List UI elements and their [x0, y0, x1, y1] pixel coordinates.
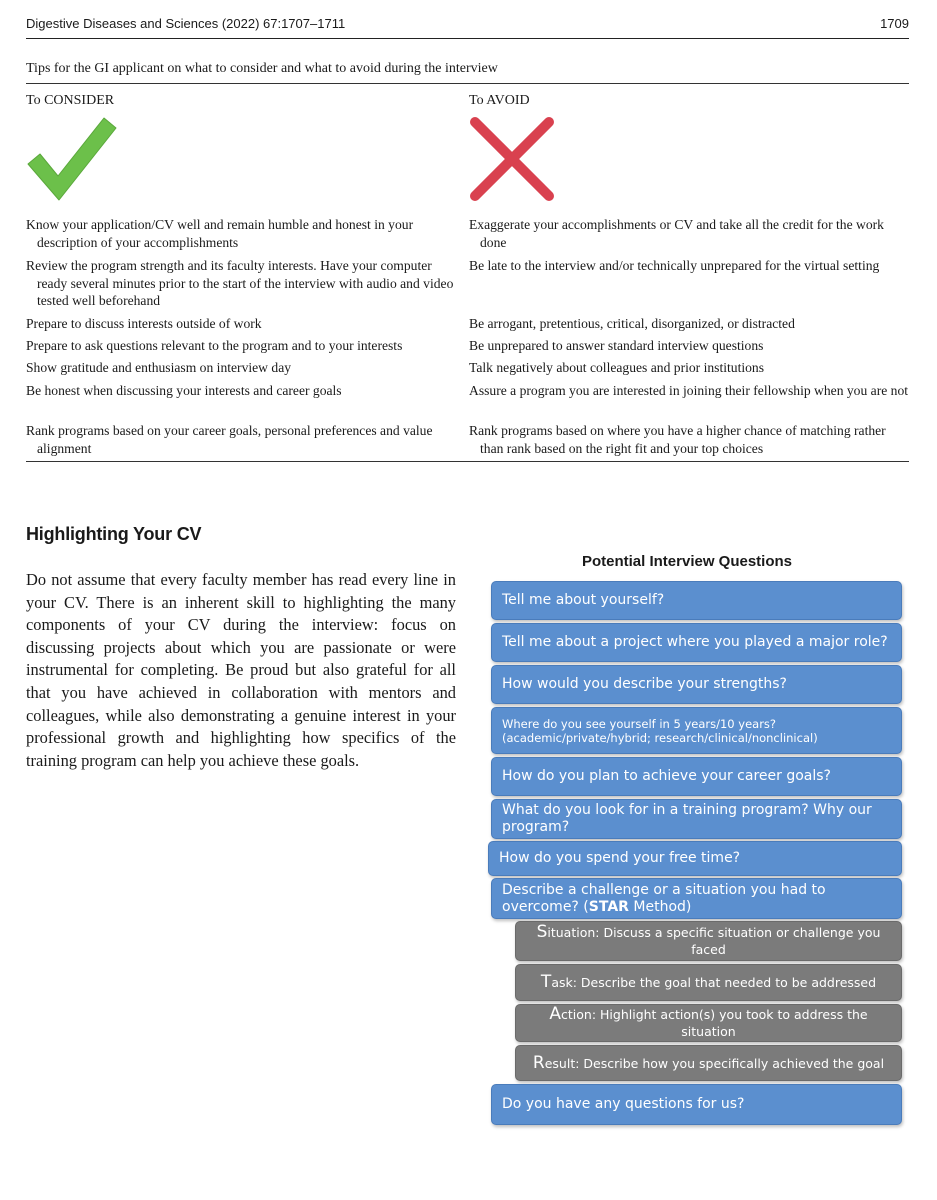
question-box: How would you describe your strengths?	[491, 665, 902, 704]
table-caption: Tips for the GI applicant on what to consider and what to avoid during the interview	[26, 61, 498, 76]
question-box: Do you have any questions for us?	[491, 1084, 902, 1125]
table-row-5-avoid: Talk negatively about colleagues and prior institutions	[469, 360, 765, 375]
table-row-6-consider: Be honest when discussing your interests and career goals	[26, 383, 342, 398]
journal-citation: Digestive Diseases and Sciences (2022) 67:1707–1711	[26, 16, 346, 31]
question-box: Tell me about yourself?	[491, 581, 902, 620]
page-number: 1709	[880, 16, 909, 31]
star-result-box: Result: Describe how you specifically achieved the goal	[515, 1045, 902, 1081]
section-heading: Highlighting Your CV	[26, 524, 202, 544]
question-box: Where do you see yourself in 5 years/10 years? (academic/private/hybrid; research/clinical/nonclinical)	[491, 707, 902, 754]
table-row-1-avoid: Exaggerate your accomplishments or CV and take all the credit for the work done	[469, 217, 884, 250]
table-row-4-consider: Prepare to ask questions relevant to the program and to your interests	[26, 338, 403, 353]
avoid-column-header: To AVOID	[469, 93, 530, 108]
table-top-rule	[26, 83, 909, 84]
header-rule	[26, 38, 909, 39]
star-action-box: Action: Highlight action(s) you took to address the situation	[515, 1004, 902, 1042]
question-box: How do you spend your free time?	[488, 841, 902, 876]
table-row-2-avoid: Be late to the interview and/or technically unprepared for the virtual setting	[469, 258, 880, 273]
green-checkmark-icon	[24, 114, 120, 202]
table-row-1-consider: Know your application/CV well and remain humble and honest in your description of your accomplishments	[26, 217, 414, 250]
star-question-box: Describe a challenge or a situation you had to overcome? (STAR Method)	[491, 878, 902, 919]
star-task-box: Task: Describe the goal that needed to be addressed	[515, 964, 902, 1001]
red-x-icon	[467, 114, 557, 204]
question-box: Tell me about a project where you played a major role?	[491, 623, 902, 662]
question-box: How do you plan to achieve your career goals?	[491, 757, 902, 796]
table-row-5-consider: Show gratitude and enthusiasm on interview day	[26, 360, 292, 375]
figure-title: Potential Interview Questions	[581, 553, 793, 570]
table-row-7-consider: Rank programs based on your career goals, personal preferences and value alignment	[26, 423, 433, 456]
running-header	[26, 16, 909, 40]
consider-column-header: To CONSIDER	[26, 93, 115, 108]
table-row-3-avoid: Be arrogant, pretentious, critical, disorganized, or distracted	[469, 316, 795, 331]
star-situation-box: Situation: Discuss a specific situation or challenge you faced	[515, 921, 902, 961]
table-row-7-avoid: Rank programs based on where you have a higher chance of matching rather than rank based on the right fit and your top choices	[469, 423, 886, 456]
table-row-3-consider: Prepare to discuss interests outside of work	[26, 316, 262, 331]
question-box: What do you look for in a training program? Why our program?	[491, 799, 902, 839]
section-paragraph: Do not assume that every faculty member has read every line in your CV. There is an inherent skill to highlighting the many components of your CV during the interview: focus on discussing projects about which you are passionate or were instrumental for completing. Be proud but also grateful for all that you have achieved in collaboration with mentors and colleagues, while also demonstrating a genuine interest in your professional growth and highlighting how specifics of the training program can help you achieve these goals.	[26, 570, 456, 770]
table-row-6-avoid: Assure a program you are interested in joining their fellowship when you are not	[469, 383, 909, 398]
table-row-2-consider: Review the program strength and its faculty interests. Have your computer ready several minutes prior to the start of the interview with audio and video tested well beforehand	[26, 258, 454, 308]
table-bottom-rule	[26, 461, 909, 462]
table-row-4-avoid: Be unprepared to answer standard interview questions	[469, 338, 764, 353]
